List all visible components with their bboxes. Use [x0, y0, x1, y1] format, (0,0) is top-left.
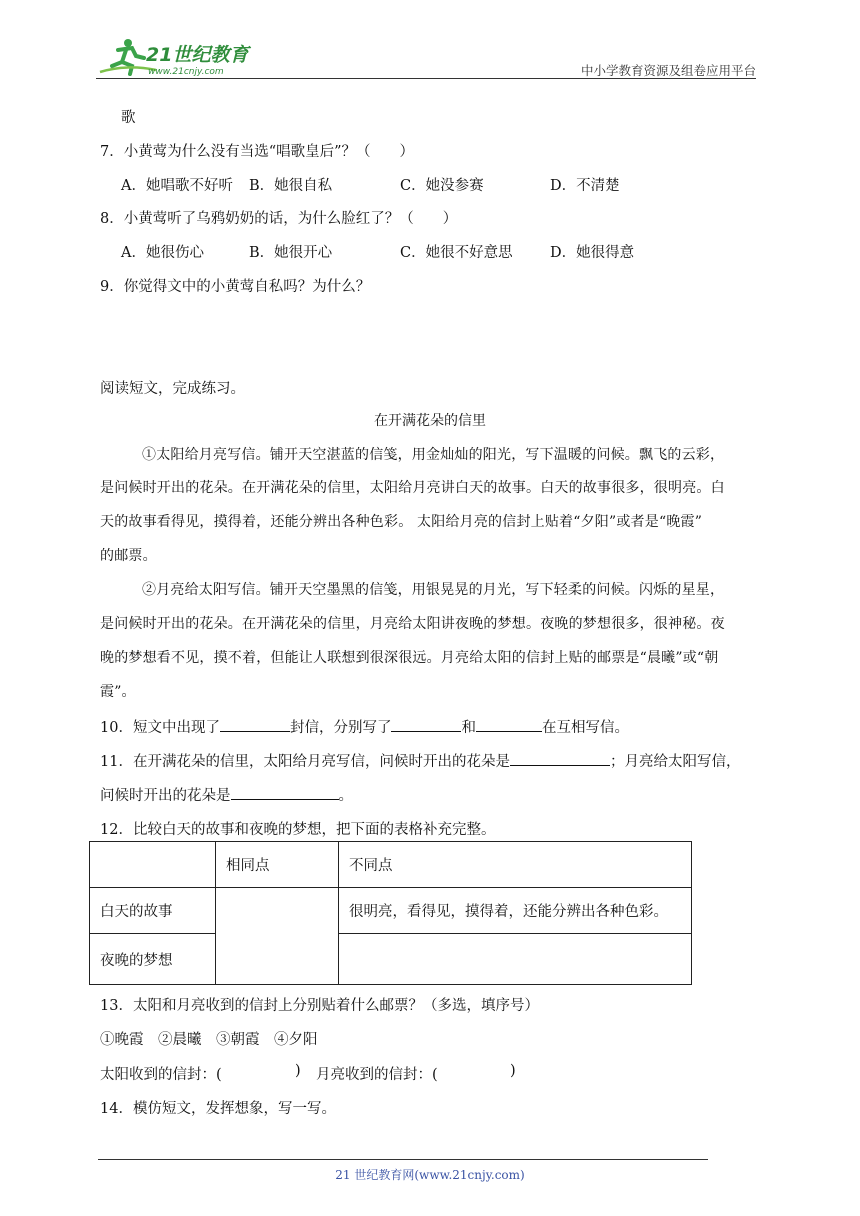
diff-day: 很明亮，看得见，摸得着，还能分辨出各种色彩。 — [339, 888, 692, 934]
q11-line-2 — [100, 784, 353, 805]
q11-text-4: 。 — [338, 788, 353, 804]
q7-stem: 7．小黄莺为什么没有当选“唱歌皇后”？（ ） — [100, 144, 415, 160]
q10-text-4: 在互相写信。 — [541, 720, 629, 736]
q7-option-d: D．不清楚 — [550, 178, 620, 194]
table-header-diff: 不同点 — [339, 842, 692, 888]
site-logo — [96, 36, 266, 78]
table-row — [90, 888, 692, 934]
q11-line-1 — [100, 750, 740, 771]
q8-option-c: C．她很不好意思 — [400, 245, 513, 261]
q13-sun-answer[interactable] — [237, 1063, 295, 1081]
q13-stem: 13．太阳和月亮收到的信封上分别贴着什么邮票？（多选，填序号） — [100, 998, 539, 1014]
q10-blank-count[interactable] — [220, 717, 290, 732]
footer-divider — [98, 1159, 708, 1160]
q13-sun-close: ) — [295, 1063, 301, 1079]
q11-text-3: 问候时开出的花朵是 — [100, 788, 231, 804]
q7-option-b: B．她很自私 — [249, 178, 333, 194]
passage-title: 在开满花朵的信里 — [374, 413, 486, 429]
passage-line: 天的故事看得见，摸得着，还能分辨出各种色彩。 太阳给月亮的信封上贴着“夕阳”或者是“晚霞” — [100, 514, 703, 530]
passage-line: 的邮票。 — [100, 548, 157, 564]
reading-intro: 阅读短文，完成练习。 — [100, 381, 245, 397]
table-header-same: 相同点 — [216, 842, 339, 888]
q13-choices: ①晚霞 ②晨曦 ③朝霞 ④夕阳 — [100, 1032, 318, 1048]
comparison-table — [89, 841, 692, 985]
footer-text: 21 世纪教育网(www.21cnjy.com) — [335, 1168, 525, 1182]
logo-url: www.21cnjy.com — [148, 67, 224, 77]
row-label-day: 白天的故事 — [90, 888, 216, 934]
q8-option-b: B．她很开心 — [249, 245, 333, 261]
logo-text: 21世纪教育 — [146, 44, 249, 66]
q10-blank-writer-2[interactable] — [476, 717, 542, 732]
platform-name: 中小学教育资源及组卷应用平台 — [580, 63, 756, 78]
q11-text-2: ；月亮给太阳写信， — [609, 754, 741, 770]
q7-option-c: C．她没参赛 — [400, 178, 484, 194]
q10-text-2: 封信，分别写了 — [289, 720, 392, 736]
passage-line: 霞”。 — [100, 684, 136, 700]
q10-text-3: 和 — [461, 720, 476, 736]
table-header-row — [90, 842, 692, 888]
same-point-answer-cell[interactable] — [216, 888, 339, 985]
passage-line: 是问候时开出的花朵。在开满花朵的信里，太阳给月亮讲白天的故事。白天的故事很多，很明亮。白 — [100, 480, 725, 496]
passage-line: ①太阳给月亮写信。铺开天空湛蓝的信笺，用金灿灿的阳光，写下温暖的问候。飘飞的云彩， — [142, 447, 725, 463]
q13-moon-label: 月亮收到的信封：( — [316, 1067, 438, 1083]
q12-stem: 12．比较白天的故事和夜晚的梦想，把下面的表格补充完整。 — [100, 822, 496, 838]
q7-option-a: A．她唱歌不好听 — [121, 178, 233, 194]
table-header-cell — [90, 842, 216, 888]
q10-text-1: 10．短文中出现了 — [100, 720, 220, 736]
q11-blank-sun-flowers[interactable] — [510, 751, 610, 766]
q13-moon-answer[interactable] — [452, 1063, 510, 1081]
passage-line: 晚的梦想看不见，摸不着，但能让人联想到很深很远。月亮给太阳的信封上贴的邮票是“晨曦”或“朝 — [100, 650, 719, 666]
q14-stem: 14．模仿短文，发挥想象，写一写。 — [100, 1101, 336, 1117]
header-divider — [96, 78, 756, 79]
diff-night-answer-cell[interactable] — [339, 934, 692, 985]
carry-over-text: 歌 — [121, 110, 136, 126]
q11-blank-moon-flowers[interactable] — [231, 785, 339, 800]
q11-text-1: 11．在开满花朵的信里，太阳给月亮写信，问候时开出的花朵是 — [100, 754, 510, 770]
q8-option-d: D．她很得意 — [550, 245, 635, 261]
q13-moon-close: ) — [510, 1063, 516, 1079]
row-label-night: 夜晚的梦想 — [90, 934, 216, 985]
q10-line — [100, 716, 629, 737]
q8-stem: 8．小黄莺听了乌鸦奶奶的话，为什么脸红了？（ ） — [100, 211, 458, 227]
q9-stem: 9．你觉得文中的小黄莺自私吗？为什么？ — [100, 279, 371, 295]
table-row — [90, 934, 692, 985]
q13-sun-label: 太阳收到的信封：( — [100, 1067, 222, 1083]
q8-option-a: A．她很伤心 — [121, 245, 204, 261]
passage-line: ②月亮给太阳写信。铺开天空墨黑的信笺，用银晃晃的月光，写下轻柔的问候。闪烁的星星， — [142, 582, 725, 598]
passage-line: 是问候时开出的花朵。在开满花朵的信里，月亮给太阳讲夜晚的梦想。夜晚的梦想很多，很神秘。夜 — [100, 616, 725, 632]
q10-blank-writer-1[interactable] — [391, 717, 461, 732]
